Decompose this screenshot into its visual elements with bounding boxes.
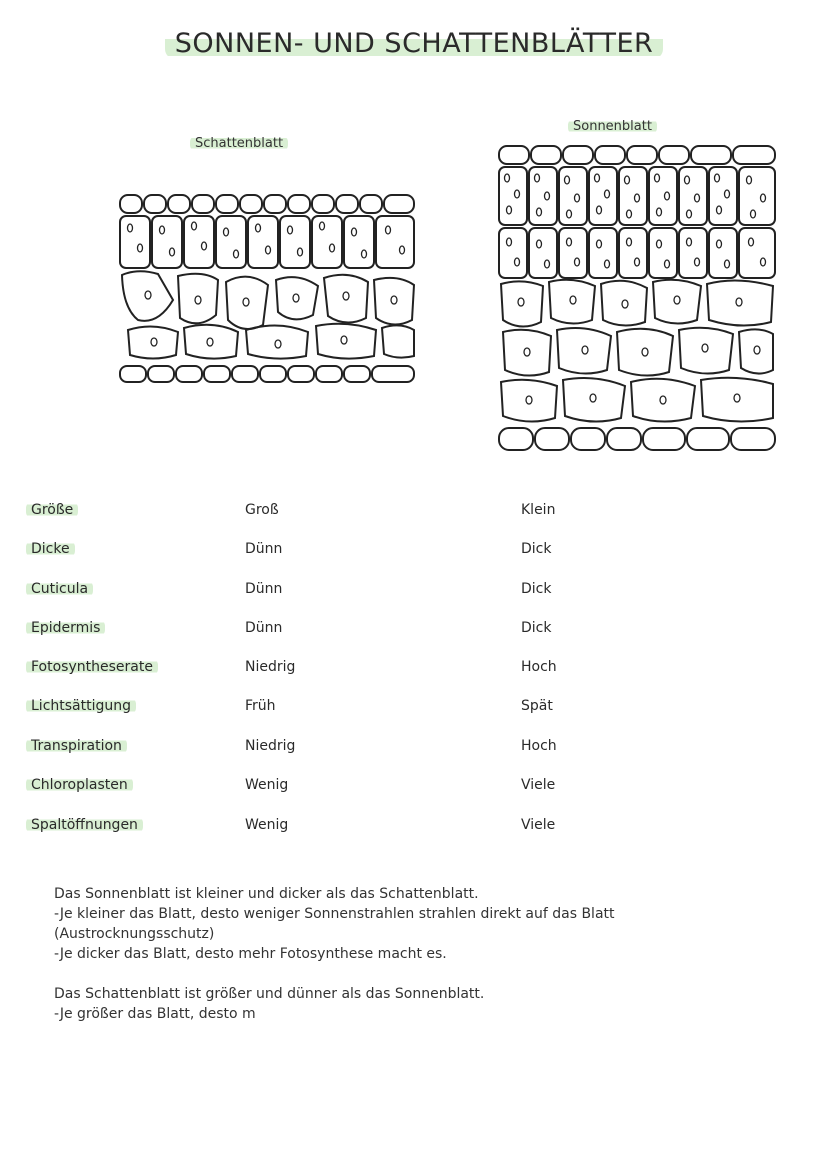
shade-spongy-layer [122,271,414,358]
table-row [0,502,828,526]
table-row [0,777,828,801]
note-line: Das Schattenblatt ist größer und dünner als das Sonnenblatt. [54,986,485,1002]
shade-value: Wenig [245,777,289,793]
shade-value: Wenig [245,817,289,833]
property-label: Spaltöffnungen [26,817,143,833]
sun-lower-epidermis [499,428,775,450]
sun-value: Viele [521,817,556,833]
shade-upper-epidermis [120,195,414,213]
sun-value: Dick [521,541,552,557]
shade-leaf-label: Schattenblatt [190,136,288,151]
sun-value: Klein [521,502,556,518]
sun-leaf-diagram [497,142,777,458]
sun-value: Dick [521,620,552,636]
table-row [0,581,828,605]
shade-value: Groß [245,502,279,518]
table-row [0,541,828,565]
property-label: Fotosyntheserate [26,659,158,675]
note-line: Das Sonnenblatt ist kleiner und dicker als das Schattenblatt. [54,886,479,902]
sun-spongy-layer [501,280,773,422]
shade-value: Niedrig [245,738,296,754]
notes [54,884,754,1024]
table-row [0,738,828,762]
shade-palisade-layer [120,216,414,268]
sun-value: Hoch [521,738,557,754]
property-label: Chloroplasten [26,777,133,793]
note-line: -Je dicker das Blatt, desto mehr Fotosynthese macht es. [54,946,447,962]
property-label: Cuticula [26,581,93,597]
table-row [0,698,828,722]
property-label: Lichtsättigung [26,698,136,714]
property-label: Größe [26,502,78,518]
note-line: (Austrocknungsschutz) [54,926,215,942]
sun-palisade-layer-2 [499,228,775,278]
page-title-text: SONNEN- UND SCHATTENBLÄTTER [165,28,664,59]
shade-value: Dünn [245,620,283,636]
sun-upper-epidermis [499,146,775,164]
sun-value: Spät [521,698,553,714]
table-row [0,659,828,683]
note-line: -Je größer das Blatt, desto m [54,1006,256,1022]
shade-value: Dünn [245,541,283,557]
page-title [0,28,828,59]
property-label: Transpiration [26,738,127,754]
shade-value: Dünn [245,581,283,597]
sun-value: Hoch [521,659,557,675]
sun-value: Viele [521,777,556,793]
sun-value: Dick [521,581,552,597]
property-label: Epidermis [26,620,105,636]
table-row [0,620,828,644]
shade-value: Früh [245,698,276,714]
shade-leaf-diagram [118,190,418,390]
table-row [0,817,828,841]
shade-lower-epidermis [120,366,414,382]
shade-value: Niedrig [245,659,296,675]
property-label: Dicke [26,541,75,557]
note-line: -Je kleiner das Blatt, desto weniger Sonnenstrahlen strahlen direkt auf das Blatt [54,906,615,922]
sun-leaf-label: Sonnenblatt [568,119,657,134]
